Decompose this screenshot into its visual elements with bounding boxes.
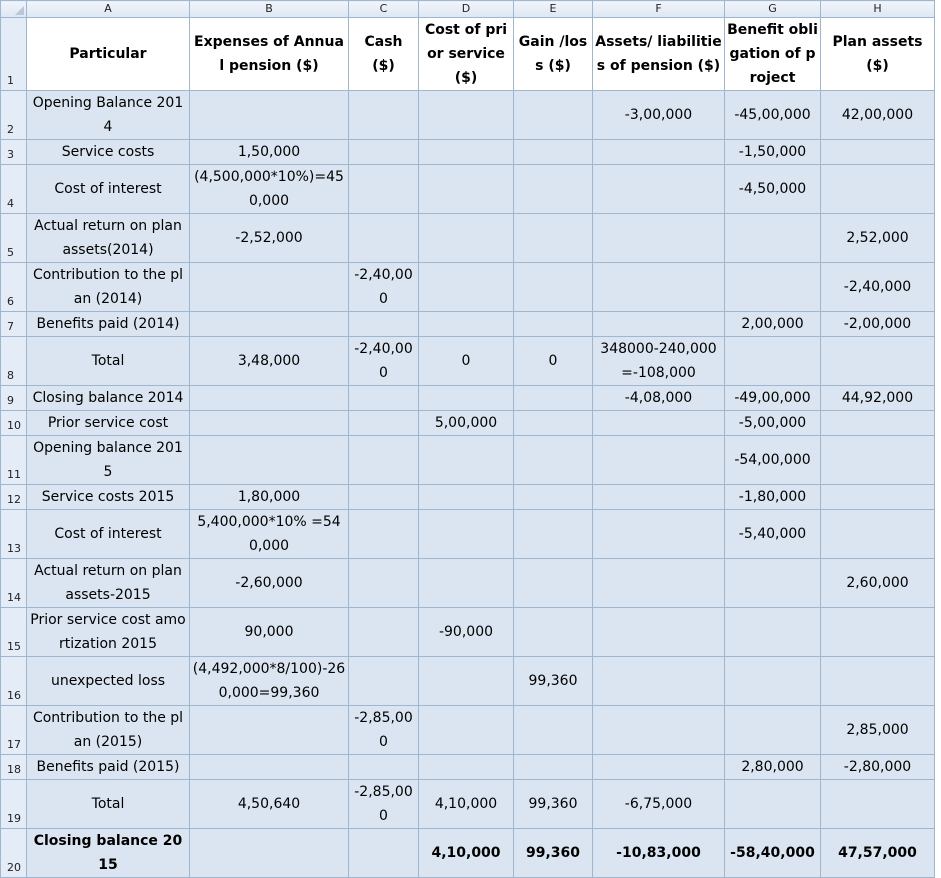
cell-expenses[interactable]: 1,50,000: [190, 140, 349, 165]
header-cell-cash[interactable]: Cash ($): [349, 18, 419, 91]
cell-benefit-obligation[interactable]: -5,40,000: [725, 510, 821, 559]
cell-benefit-obligation[interactable]: -45,00,000: [725, 91, 821, 140]
cell-expenses[interactable]: [190, 312, 349, 337]
table-row: [1, 386, 935, 411]
row-heading[interactable]: 18: [1, 755, 27, 780]
row-heading[interactable]: 2: [1, 91, 27, 140]
cell-prior-service[interactable]: [419, 386, 514, 411]
cell-assets-liabilities[interactable]: [593, 755, 725, 780]
row-heading[interactable]: 20: [1, 829, 27, 878]
cell-expenses[interactable]: 3,48,000: [190, 337, 349, 386]
cell-cash[interactable]: [349, 559, 419, 608]
select-all-icon: [15, 6, 24, 15]
row-heading[interactable]: 9: [1, 386, 27, 411]
row-heading[interactable]: 15: [1, 608, 27, 657]
row-heading[interactable]: 5: [1, 214, 27, 263]
cell-prior-service[interactable]: [419, 510, 514, 559]
cell-assets-liabilities[interactable]: [593, 263, 725, 312]
cell-cash[interactable]: [349, 436, 419, 485]
cell-benefit-obligation[interactable]: [725, 263, 821, 312]
cell-benefit-obligation[interactable]: -5,00,000: [725, 411, 821, 436]
cell-expenses[interactable]: [190, 386, 349, 411]
cell-particular[interactable]: Actual return on plan assets-2015: [27, 559, 190, 608]
cell-assets-liabilities[interactable]: [593, 214, 725, 263]
cell-cash[interactable]: [349, 485, 419, 510]
cell-particular[interactable]: Service costs: [27, 140, 190, 165]
cell-cash[interactable]: [349, 829, 419, 878]
cell-gain-loss[interactable]: [514, 91, 593, 140]
cell-particular[interactable]: Prior service cost amortization 2015: [27, 608, 190, 657]
cell-benefit-obligation[interactable]: 2,80,000: [725, 755, 821, 780]
row-heading[interactable]: 19: [1, 780, 27, 829]
cell-assets-liabilities[interactable]: -6,75,000: [593, 780, 725, 829]
cell-prior-service[interactable]: [419, 140, 514, 165]
cell-gain-loss[interactable]: [514, 706, 593, 755]
cell-plan-assets[interactable]: [821, 411, 935, 436]
cell-assets-liabilities[interactable]: [593, 510, 725, 559]
row-heading[interactable]: 16: [1, 657, 27, 706]
row-heading[interactable]: 3: [1, 140, 27, 165]
column-heading-g[interactable]: G: [725, 1, 821, 18]
header-cell-prior-service[interactable]: Cost of prior service ($): [419, 18, 514, 91]
table-header-row: [1, 18, 935, 91]
cell-cash[interactable]: [349, 140, 419, 165]
cell-gain-loss[interactable]: [514, 436, 593, 485]
cell-gain-loss[interactable]: [514, 510, 593, 559]
cell-benefit-obligation[interactable]: -4,50,000: [725, 165, 821, 214]
row-heading[interactable]: 4: [1, 165, 27, 214]
cell-particular[interactable]: Benefits paid (2014): [27, 312, 190, 337]
cell-expenses[interactable]: 1,80,000: [190, 485, 349, 510]
cell-assets-liabilities[interactable]: [593, 485, 725, 510]
column-heading-c[interactable]: C: [349, 1, 419, 18]
cell-plan-assets[interactable]: -2,80,000: [821, 755, 935, 780]
cell-expenses[interactable]: 4,50,640: [190, 780, 349, 829]
cell-plan-assets[interactable]: -2,40,000: [821, 263, 935, 312]
table-row: [1, 510, 935, 559]
cell-plan-assets[interactable]: [821, 510, 935, 559]
row-heading[interactable]: 17: [1, 706, 27, 755]
cell-gain-loss[interactable]: 99,360: [514, 657, 593, 706]
cell-particular[interactable]: Closing balance 2015: [27, 829, 190, 878]
cell-assets-liabilities[interactable]: [593, 436, 725, 485]
cell-prior-service[interactable]: [419, 91, 514, 140]
cell-gain-loss[interactable]: [514, 411, 593, 436]
cell-assets-liabilities[interactable]: [593, 140, 725, 165]
cell-cash[interactable]: [349, 214, 419, 263]
cell-assets-liabilities[interactable]: [593, 706, 725, 755]
table-row: [1, 165, 935, 214]
cell-gain-loss[interactable]: 99,360: [514, 829, 593, 878]
cell-benefit-obligation[interactable]: [725, 214, 821, 263]
header-cell-expenses[interactable]: Expenses of Annual pension ($): [190, 18, 349, 91]
cell-gain-loss[interactable]: [514, 608, 593, 657]
row-heading[interactable]: 10: [1, 411, 27, 436]
cell-plan-assets[interactable]: 47,57,000: [821, 829, 935, 878]
cell-prior-service[interactable]: [419, 312, 514, 337]
cell-benefit-obligation[interactable]: [725, 706, 821, 755]
cell-cash[interactable]: [349, 91, 419, 140]
select-all-button[interactable]: [1, 1, 27, 18]
row-heading[interactable]: 13: [1, 510, 27, 559]
column-heading-a[interactable]: A: [27, 1, 190, 18]
table-row: [1, 485, 935, 510]
cell-plan-assets[interactable]: -2,00,000: [821, 312, 935, 337]
cell-benefit-obligation[interactable]: [725, 657, 821, 706]
cell-particular[interactable]: Cost of interest: [27, 165, 190, 214]
cell-assets-liabilities[interactable]: -4,08,000: [593, 386, 725, 411]
cell-expenses[interactable]: (4,500,000*10%)=450,000: [190, 165, 349, 214]
table-row: [1, 411, 935, 436]
table-row: [1, 559, 935, 608]
cell-particular[interactable]: Total: [27, 780, 190, 829]
header-cell-benefit-obligation[interactable]: Benefit obligation of project: [725, 18, 821, 91]
cell-gain-loss[interactable]: [514, 755, 593, 780]
table-row: [1, 657, 935, 706]
cell-expenses[interactable]: (4,492,000*8/100)-260,000=99,360: [190, 657, 349, 706]
cell-cash[interactable]: -2,40,000: [349, 263, 419, 312]
table-row: [1, 91, 935, 140]
cell-plan-assets[interactable]: 42,00,000: [821, 91, 935, 140]
cell-plan-assets[interactable]: [821, 780, 935, 829]
row-heading[interactable]: 8: [1, 337, 27, 386]
cell-expenses[interactable]: [190, 263, 349, 312]
row-heading[interactable]: 11: [1, 436, 27, 485]
cell-particular[interactable]: Closing balance 2014: [27, 386, 190, 411]
cell-gain-loss[interactable]: [514, 559, 593, 608]
column-heading-h[interactable]: H: [821, 1, 935, 18]
column-header-row: [1, 1, 935, 18]
cell-particular[interactable]: Actual return on plan assets(2014): [27, 214, 190, 263]
cell-benefit-obligation[interactable]: -49,00,000: [725, 386, 821, 411]
cell-prior-service[interactable]: 5,00,000: [419, 411, 514, 436]
cell-gain-loss[interactable]: [514, 485, 593, 510]
cell-gain-loss[interactable]: [514, 165, 593, 214]
cell-cash[interactable]: -2,85,000: [349, 780, 419, 829]
cell-assets-liabilities[interactable]: [593, 608, 725, 657]
cell-expenses[interactable]: [190, 829, 349, 878]
cell-expenses[interactable]: [190, 706, 349, 755]
row-heading[interactable]: 12: [1, 485, 27, 510]
cell-plan-assets[interactable]: 2,60,000: [821, 559, 935, 608]
cell-assets-liabilities[interactable]: -10,83,000: [593, 829, 725, 878]
table-row: [1, 263, 935, 312]
cell-benefit-obligation[interactable]: [725, 608, 821, 657]
cell-assets-liabilities[interactable]: [593, 657, 725, 706]
cell-particular[interactable]: Total: [27, 337, 190, 386]
cell-particular[interactable]: Contribution to the plan (2014): [27, 263, 190, 312]
table-row: [1, 706, 935, 755]
column-heading-e[interactable]: E: [514, 1, 593, 18]
cell-assets-liabilities[interactable]: -3,00,000: [593, 91, 725, 140]
cell-benefit-obligation[interactable]: -1,80,000: [725, 485, 821, 510]
cell-prior-service[interactable]: [419, 436, 514, 485]
cell-benefit-obligation[interactable]: -54,00,000: [725, 436, 821, 485]
cell-plan-assets[interactable]: [821, 165, 935, 214]
cell-benefit-obligation[interactable]: [725, 559, 821, 608]
cell-cash[interactable]: [349, 755, 419, 780]
cell-expenses[interactable]: [190, 755, 349, 780]
cell-particular[interactable]: Service costs 2015: [27, 485, 190, 510]
cell-prior-service[interactable]: [419, 657, 514, 706]
cell-particular[interactable]: Benefits paid (2015): [27, 755, 190, 780]
cell-gain-loss[interactable]: 0: [514, 337, 593, 386]
cell-cash[interactable]: [349, 657, 419, 706]
cell-expenses[interactable]: [190, 436, 349, 485]
header-cell-assets-liabilities[interactable]: Assets/ liabilities of pension ($): [593, 18, 725, 91]
table-row: [1, 312, 935, 337]
cell-particular[interactable]: unexpected loss: [27, 657, 190, 706]
cell-assets-liabilities[interactable]: [593, 411, 725, 436]
table-row: [1, 337, 935, 386]
cell-plan-assets[interactable]: 44,92,000: [821, 386, 935, 411]
cell-assets-liabilities[interactable]: [593, 165, 725, 214]
cell-prior-service[interactable]: 4,10,000: [419, 829, 514, 878]
cell-plan-assets[interactable]: [821, 436, 935, 485]
cell-gain-loss[interactable]: [514, 214, 593, 263]
cell-prior-service[interactable]: [419, 263, 514, 312]
cell-benefit-obligation[interactable]: -1,50,000: [725, 140, 821, 165]
cell-expenses[interactable]: 90,000: [190, 608, 349, 657]
cell-plan-assets[interactable]: [821, 337, 935, 386]
cell-particular[interactable]: Prior service cost: [27, 411, 190, 436]
cell-plan-assets[interactable]: 2,85,000: [821, 706, 935, 755]
cell-prior-service[interactable]: [419, 165, 514, 214]
table-row: [1, 608, 935, 657]
cell-benefit-obligation[interactable]: -58,40,000: [725, 829, 821, 878]
cell-assets-liabilities[interactable]: 348000-240,000=-108,000: [593, 337, 725, 386]
cell-gain-loss[interactable]: [514, 140, 593, 165]
column-heading-d[interactable]: D: [419, 1, 514, 18]
cell-gain-loss[interactable]: [514, 386, 593, 411]
cell-prior-service[interactable]: [419, 214, 514, 263]
cell-cash[interactable]: [349, 165, 419, 214]
cell-cash[interactable]: [349, 312, 419, 337]
cell-prior-service[interactable]: [419, 755, 514, 780]
cell-cash[interactable]: [349, 510, 419, 559]
cell-plan-assets[interactable]: [821, 140, 935, 165]
cell-prior-service[interactable]: [419, 706, 514, 755]
cell-prior-service[interactable]: -90,000: [419, 608, 514, 657]
cell-cash[interactable]: [349, 608, 419, 657]
header-cell-particular[interactable]: Particular: [27, 18, 190, 91]
cell-prior-service[interactable]: 4,10,000: [419, 780, 514, 829]
cell-prior-service[interactable]: 0: [419, 337, 514, 386]
cell-benefit-obligation[interactable]: 2,00,000: [725, 312, 821, 337]
cell-expenses[interactable]: -2,52,000: [190, 214, 349, 263]
cell-plan-assets[interactable]: [821, 485, 935, 510]
cell-benefit-obligation[interactable]: [725, 780, 821, 829]
table-row: [1, 436, 935, 485]
cell-gain-loss[interactable]: [514, 263, 593, 312]
table-row: [1, 214, 935, 263]
cell-expenses[interactable]: 5,400,000*10% =540,000: [190, 510, 349, 559]
row-heading[interactable]: 6: [1, 263, 27, 312]
cell-cash[interactable]: [349, 411, 419, 436]
row-heading[interactable]: 1: [1, 18, 27, 91]
table-row: [1, 755, 935, 780]
table-row: [1, 140, 935, 165]
cell-expenses[interactable]: -2,60,000: [190, 559, 349, 608]
table-row: [1, 780, 935, 829]
header-cell-gain-loss[interactable]: Gain /loss ($): [514, 18, 593, 91]
cell-particular[interactable]: Opening Balance 2014: [27, 91, 190, 140]
row-heading[interactable]: 7: [1, 312, 27, 337]
cell-gain-loss[interactable]: 99,360: [514, 780, 593, 829]
cell-plan-assets[interactable]: [821, 657, 935, 706]
cell-plan-assets[interactable]: [821, 608, 935, 657]
row-heading[interactable]: 14: [1, 559, 27, 608]
cell-prior-service[interactable]: [419, 559, 514, 608]
cell-cash[interactable]: -2,40,000: [349, 337, 419, 386]
cell-plan-assets[interactable]: 2,52,000: [821, 214, 935, 263]
cell-particular[interactable]: Contribution to the plan (2015): [27, 706, 190, 755]
cell-cash[interactable]: [349, 386, 419, 411]
cell-expenses[interactable]: [190, 411, 349, 436]
cell-assets-liabilities[interactable]: [593, 559, 725, 608]
cell-cash[interactable]: -2,85,000: [349, 706, 419, 755]
cell-gain-loss[interactable]: [514, 312, 593, 337]
table-row: [1, 829, 935, 878]
cell-assets-liabilities[interactable]: [593, 312, 725, 337]
column-heading-b[interactable]: B: [190, 1, 349, 18]
column-heading-f[interactable]: F: [593, 1, 725, 18]
cell-benefit-obligation[interactable]: [725, 337, 821, 386]
cell-prior-service[interactable]: [419, 485, 514, 510]
cell-expenses[interactable]: [190, 91, 349, 140]
cell-particular[interactable]: Opening balance 2015: [27, 436, 190, 485]
header-cell-plan-assets[interactable]: Plan assets ($): [821, 18, 935, 91]
cell-particular[interactable]: Cost of interest: [27, 510, 190, 559]
